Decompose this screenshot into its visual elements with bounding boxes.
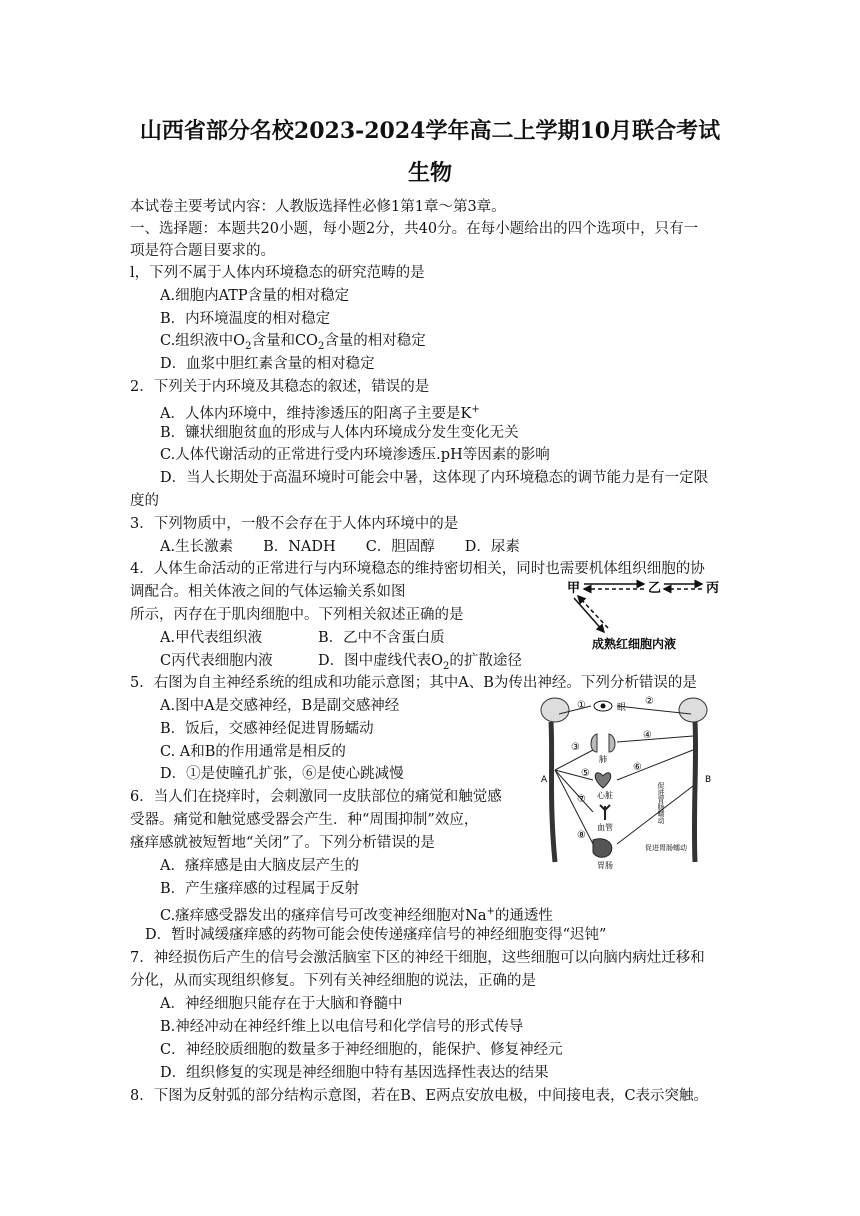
q2-option-c: C.人体代谢活动的正常进行受内环境渗透压.pH等因素的影响	[160, 447, 550, 463]
nerve-a-lung	[555, 750, 593, 770]
q2-option-a-text: A．人体内环境中，维持渗透压的阳离子主要是K	[160, 405, 472, 422]
autonomic-nervous-system-diagram	[535, 690, 725, 870]
q5-option-a: A.图中A是交感神经，B是副交感神经	[160, 698, 400, 714]
q6-option-b: B．产生瘙痒感的过程属于反射	[160, 881, 360, 897]
marker-8: ⑧	[577, 830, 586, 841]
superscript: +	[486, 906, 495, 917]
q1-stem: l，下列不属于人体内环境稳态的研究范畴的是	[130, 265, 425, 281]
vessel-icon	[600, 805, 610, 820]
q5-stem: 5．右图为自主神经系统的组成和功能示意图；其中A、B为传出神经。下列分析错误的是	[130, 675, 697, 691]
marker-4: ④	[643, 730, 652, 741]
marker-2: ②	[645, 696, 654, 707]
right-brain	[679, 698, 707, 722]
q4-stem-line1: 4．人体生命活动的正常进行与内环境稳态的维持密切相关，同时也需要机体组织细胞的协	[130, 561, 705, 577]
left-brain	[541, 698, 569, 722]
marker-6: ⑥	[633, 762, 642, 773]
q2-option-d-line2: 度的	[130, 493, 159, 509]
q4-stem-line2: 调配合。相关体液之间的气体运输关系如图	[130, 584, 406, 600]
label-lung: 肺	[599, 755, 607, 764]
q3-option-a: A.生长激素	[160, 539, 234, 555]
q7-option-c: C．神经胶质细胞的数量多于神经细胞的，能保护、修复神经元	[160, 1042, 563, 1058]
nerve-a-stomach	[555, 770, 593, 844]
q7-stem-line2: 分化，从而实现组织修复。下列有关神经细胞的说法，正确的是	[130, 973, 536, 989]
arrow-rbc-to-jia	[578, 596, 608, 628]
lung-icon	[591, 734, 615, 752]
subscript: 2	[317, 340, 325, 352]
q6-option-a: A．瘙痒感是由大脑皮层产生的	[160, 858, 359, 874]
q4-option-a: A.甲代表组织液	[160, 630, 263, 646]
q3-options	[160, 537, 580, 557]
q2-option-d-line1: D．当人长期处于高温环境时可能会中暑，这体现了内环境稳态的调节能力是有一定限	[160, 470, 709, 486]
q6-option-d: D．暂时减缓瘙痒感的药物可能会使传递瘙痒信号的神经细胞变得“迟钝”	[145, 927, 607, 943]
q7-option-a: A．神经细胞只能存在于大脑和脊髓中	[160, 996, 403, 1012]
label-promote-gut-1: 促进胃肠蠕动	[657, 782, 665, 824]
label-bing: 丙	[706, 581, 720, 596]
label-promote-gut-2: 促进胃肠蠕动	[645, 844, 687, 852]
label-vessel: 血管	[597, 823, 613, 832]
q1-option-b: B．内环境温度的相对稳定	[160, 311, 331, 327]
q4-stem-line3: 所示，丙存在于肌肉细胞中。下列相关叙述正确的是	[130, 607, 464, 623]
section-instructions-line2: 项是符合题目要求的。	[130, 243, 275, 259]
q6-option-c	[160, 902, 553, 926]
arrow-jia-to-rbc	[574, 598, 604, 632]
q2-option-a	[160, 400, 480, 424]
q8-stem: 8．下图为反射弧的部分结构示意图，若在B、E两点安放电极，中间接电表，C表示突触。	[130, 1088, 709, 1104]
subscript: 2	[443, 660, 450, 672]
marker-5: ⑤	[581, 768, 590, 779]
nerve-b-lung	[617, 736, 693, 742]
q7-stem-line1: 7．神经损伤后产生的信号会激活脑室下区的神经干细胞，这些细胞可以向脑内病灶迁移和	[130, 950, 705, 966]
label-heart: 心脏	[597, 791, 613, 800]
marker-7: ⑦	[577, 794, 586, 805]
marker-1: ①	[577, 700, 586, 711]
q3-stem: 3．下列物质中，一般不会存在于人体内环境中的是	[130, 516, 459, 532]
q1-option-d: D．血浆中胆红素含量的相对稳定	[160, 356, 375, 372]
q6-stem-line2: 受器。痛觉和触觉感受器会产生．种“周围抑制”效应，	[130, 812, 479, 828]
q4-option-b: B．乙中不含蛋白质	[318, 630, 445, 646]
body-fluid-diagram	[560, 574, 730, 654]
q1-option-c-part1: C.组织液中O	[160, 333, 246, 349]
q2-option-b: B．镰状细胞贫血的形成与人体内环境成分发生变化无关	[160, 425, 519, 441]
q5-option-d: D．①是使瞳孔扩张，⑥是使心跳减慢	[160, 766, 404, 782]
q4-option-c: C丙代表细胞内液	[160, 653, 273, 669]
label-stomach: 胃肠	[597, 861, 613, 870]
q6-stem-line3: 瘙痒感就被短暂地“关闭”了。下列分析错误的是	[130, 835, 435, 851]
q5-option-b: B．饭后，交感神经促进胃肠蠕动	[160, 721, 374, 737]
label-nerve-a: A	[541, 775, 548, 785]
q6-option-c-text2: 的通透性	[494, 907, 553, 924]
q4-option-d-text: D．图中虚线代表O	[318, 653, 444, 669]
left-spinal-cord	[551, 722, 555, 862]
superscript: +	[471, 404, 480, 415]
q1-option-c-part3: 含量的相对稳定	[324, 333, 426, 349]
q3-option-c: C．胆固醇	[365, 539, 435, 555]
label-yi: 乙	[648, 581, 662, 596]
right-spinal-cord	[694, 722, 695, 862]
q6-option-c-text: C.瘙痒感受器发出的瘙痒信号可改变神经细胞对Na	[160, 907, 487, 924]
stomach-icon	[593, 839, 612, 858]
section-instructions-line1: 一、选择题：本题共20小题，每小题2分，共40分。在每小题给出的四个选项中，只有一	[130, 221, 699, 237]
q4-option-d-text2: 的扩散途径	[449, 653, 522, 669]
heart-icon	[595, 773, 611, 788]
q1-option-c	[160, 331, 426, 357]
label-eye: 眼	[617, 703, 627, 713]
q5-option-c: C. A和B的作用通常是相反的	[160, 744, 346, 760]
q1-option-c-part2: 含量和CO	[251, 333, 318, 349]
q7-option-b: B.神经冲动在神经纤维上以电信号和化学信号的形式传导	[160, 1019, 524, 1035]
label-jia: 甲	[567, 581, 581, 596]
q6-stem-line1: 6．当人们在挠痒时，会刺激同一皮肤部位的痛觉和触觉感	[130, 789, 502, 805]
exam-scope: 本试卷主要考试内容：人教版选择性必修1第1章～第3章。	[130, 199, 506, 215]
subject-title: 生物	[407, 160, 452, 186]
q7-option-d: D．组织修复的实现是神经细胞中特有基因选择性表达的结果	[160, 1065, 549, 1081]
marker-3: ③	[571, 742, 580, 753]
q3-option-d: D．尿素	[464, 539, 520, 555]
q1-option-a: A.细胞内ATP含量的相对稳定	[160, 288, 350, 304]
q3-option-b: B．NADH	[263, 539, 336, 555]
label-nerve-b: B	[705, 775, 712, 785]
exam-title: 山西省部分名校2023-2024学年高二上学期10月联合考试	[139, 118, 721, 144]
subscript: 2	[245, 340, 252, 352]
pupil	[601, 704, 606, 709]
nerve-b-heart	[617, 750, 693, 780]
label-rbc: 成熟红细胞内液	[592, 637, 677, 651]
nerve-b-stomach	[617, 786, 693, 844]
q2-stem: 2．下列关于内环境及其稳态的叙述，错误的是	[130, 379, 430, 395]
